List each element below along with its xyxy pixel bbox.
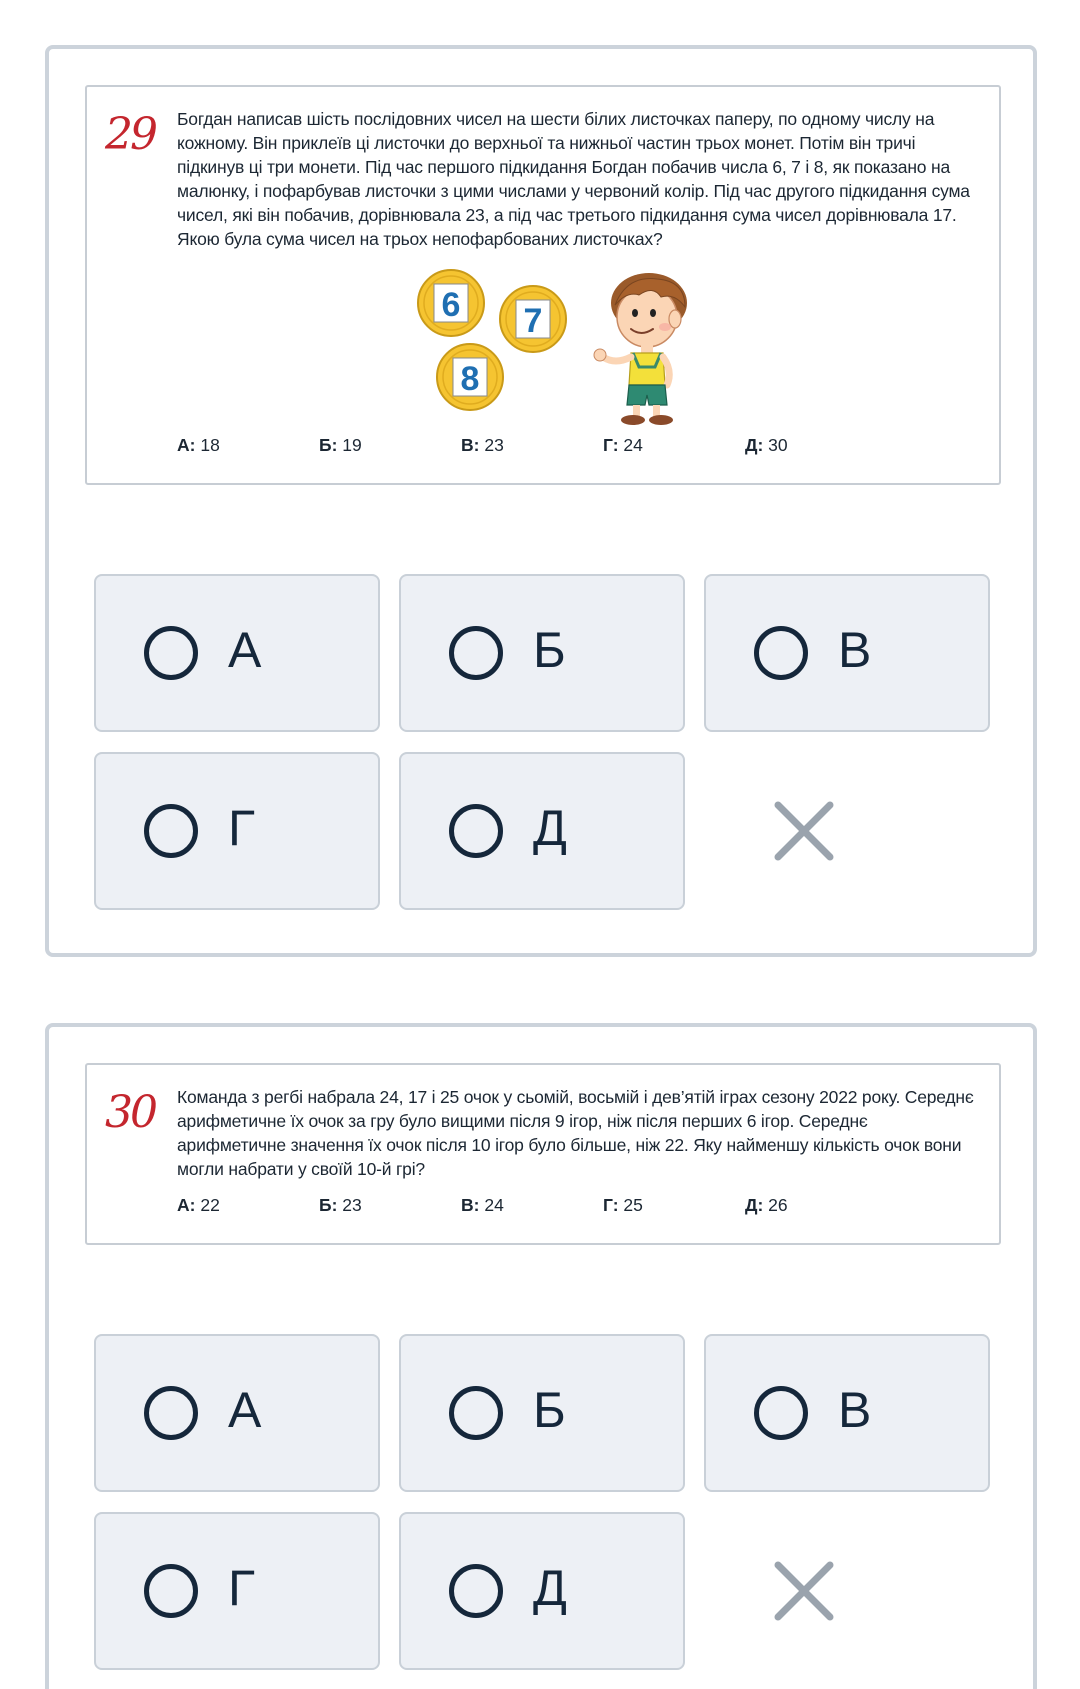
- answer-button-v[interactable]: [704, 574, 990, 732]
- coin-number: 8: [460, 360, 480, 398]
- question-30-card: [45, 1023, 1037, 1689]
- answer-button-a[interactable]: [94, 574, 380, 732]
- option-a: А: 18: [177, 435, 220, 455]
- radio-circle-icon: [144, 804, 198, 858]
- coin-6: [418, 270, 484, 336]
- answer-button-g[interactable]: [94, 752, 380, 910]
- coin-number: 6: [441, 286, 461, 324]
- question-29-card: [45, 45, 1037, 957]
- radio-circle-icon: [754, 1386, 808, 1440]
- answer-letter: В: [838, 1382, 872, 1438]
- answer-letter: Г: [228, 1560, 256, 1616]
- option-v: В: 23: [461, 435, 504, 455]
- answer-button-a[interactable]: [94, 1334, 380, 1492]
- boy-character-icon: [594, 273, 687, 425]
- coin-number: 7: [523, 302, 543, 340]
- question-29-box: [85, 85, 1001, 485]
- close-icon: [764, 791, 844, 871]
- option-v: В: 24: [461, 1195, 504, 1215]
- question-number: 30: [105, 1087, 155, 1138]
- question-text: Команда з регбі набрала 24, 17 і 25 очок у сьомій, восьмій і дев’ятій іграх сезону 2022 року. Середнє арифметичне їх очок за гру було вищими після 9 ігор, ніж після перших 6 ігор. Середнє арифметичне значення їх очок після 10 ігор було більше, ніж 22. Яку найменшу кількість очок вони могли набрати у своїй 10-й грі?: [177, 1087, 974, 1179]
- option-g: Г: 25: [603, 1195, 643, 1215]
- option-d: Д: 26: [745, 1195, 788, 1215]
- radio-circle-icon: [754, 626, 808, 680]
- coin-8: [437, 344, 503, 410]
- radio-circle-icon: [449, 1564, 503, 1618]
- radio-circle-icon: [144, 1386, 198, 1440]
- answer-letter: В: [838, 622, 872, 678]
- answer-button-b[interactable]: [399, 574, 685, 732]
- answer-button-b[interactable]: [399, 1334, 685, 1492]
- answer-button-d[interactable]: [399, 752, 685, 910]
- option-b: Б: 19: [319, 435, 362, 455]
- answer-button-d[interactable]: [399, 1512, 685, 1670]
- answer-letter: Г: [228, 800, 256, 856]
- answer-letter: Б: [533, 1382, 566, 1438]
- radio-circle-icon: [449, 804, 503, 858]
- radio-circle-icon: [449, 626, 503, 680]
- answer-button-v[interactable]: [704, 1334, 990, 1492]
- answer-letter: А: [228, 1382, 262, 1438]
- answer-letter: Д: [533, 800, 567, 856]
- option-b: Б: 23: [319, 1195, 362, 1215]
- answer-letter: А: [228, 622, 262, 678]
- question-number: 29: [105, 109, 155, 160]
- option-d: Д: 30: [745, 435, 788, 455]
- answer-letter: Д: [533, 1560, 567, 1616]
- radio-circle-icon: [144, 1564, 198, 1618]
- radio-circle-icon: [144, 626, 198, 680]
- radio-circle-icon: [449, 1386, 503, 1440]
- clear-answer-button[interactable]: [764, 1551, 844, 1631]
- coins-and-boy-illustration: [417, 267, 717, 427]
- answer-button-g[interactable]: [94, 1512, 380, 1670]
- question-30-box: [85, 1063, 1001, 1245]
- close-icon: [764, 1551, 844, 1631]
- option-a: А: 22: [177, 1195, 220, 1215]
- question-text: Богдан написав шість послідовних чисел на шести білих листочках паперу, по одному числу на кожному. Він приклеїв ці листочки до верхньої та нижньої частин трьох монет. Потім він тричі підкинув ці три монети. Під час першого підкидання Богдан побачив числа 6, 7 і 8, як показано на малюнку, і пофарбував листочки з цими числами у червоний колір. Під час другого підкидання сума чисел, які він побачив, дорівнювала 23, а під час третього підкидання сума чисел дорівнювала 17. Якою була сума чисел на трьох непофарбованих листочках?: [177, 109, 970, 249]
- option-g: Г: 24: [603, 435, 643, 455]
- answer-letter: Б: [533, 622, 566, 678]
- coin-7: [500, 286, 566, 352]
- clear-answer-button[interactable]: [764, 791, 844, 871]
